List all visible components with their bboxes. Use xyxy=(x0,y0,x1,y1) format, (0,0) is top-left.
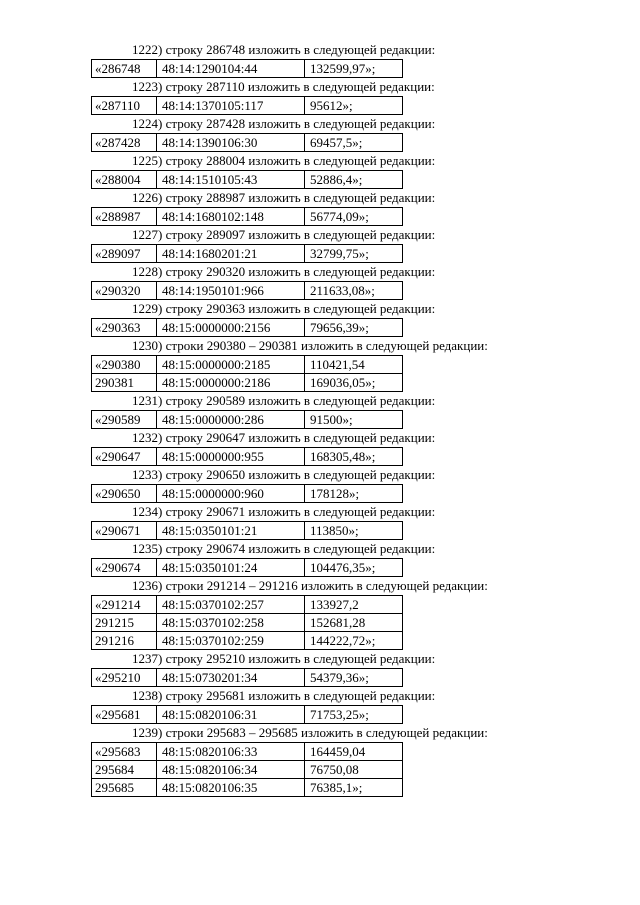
table-row xyxy=(92,596,403,614)
table-row xyxy=(92,559,403,577)
amendment-table xyxy=(91,244,403,263)
amendment-table xyxy=(91,207,403,226)
row-number-cell: «291214 xyxy=(92,596,157,614)
table-row xyxy=(92,761,403,779)
amendment-table xyxy=(91,96,403,115)
amendment-table xyxy=(91,410,403,429)
value-cell: 79656,39»; xyxy=(305,319,403,337)
cadastral-number-cell: 48:15:0000000:2185 xyxy=(157,356,305,374)
amendment-instruction: 1231) строку 290589 изложить в следующей редакции: xyxy=(132,393,436,408)
table-row xyxy=(92,614,403,632)
cadastral-number-cell: 48:15:0000000:955 xyxy=(157,448,305,466)
cadastral-number-cell: 48:14:1290104:44 xyxy=(157,60,305,78)
value-cell: 113850»; xyxy=(305,522,403,540)
value-cell: 152681,28 xyxy=(305,614,403,632)
value-cell: 144222,72»; xyxy=(305,632,403,650)
value-cell: 169036,05»; xyxy=(305,374,403,392)
cadastral-number-cell: 48:15:0730201:34 xyxy=(157,669,305,687)
value-cell: 76385,1»; xyxy=(305,779,403,797)
amendment-table xyxy=(91,318,403,337)
cadastral-number-cell: 48:15:0000000:2186 xyxy=(157,374,305,392)
cadastral-number-cell: 48:15:0370102:257 xyxy=(157,596,305,614)
amendment-instruction: 1232) строку 290647 изложить в следующей редакции: xyxy=(132,430,436,445)
amendment-instruction: 1226) строку 288987 изложить в следующей редакции: xyxy=(132,190,436,205)
amendment-table xyxy=(91,705,403,724)
amendment-instruction: 1222) строку 286748 изложить в следующей редакции: xyxy=(132,42,436,57)
amendment-instruction: 1229) строку 290363 изложить в следующей редакции: xyxy=(132,301,436,316)
amendment-instruction: 1228) строку 290320 изложить в следующей редакции: xyxy=(132,264,436,279)
table-row xyxy=(92,97,403,115)
amendments-list xyxy=(91,41,551,797)
row-number-cell: «295681 xyxy=(92,706,157,724)
amendment-table xyxy=(91,59,403,78)
cadastral-number-cell: 48:15:0820106:34 xyxy=(157,761,305,779)
table-row xyxy=(92,245,403,263)
row-number-cell: «290647 xyxy=(92,448,157,466)
amendment-instruction: 1233) строку 290650 изложить в следующей редакции: xyxy=(132,467,436,482)
row-number-cell: «289097 xyxy=(92,245,157,263)
cadastral-number-cell: 48:14:1370105:117 xyxy=(157,97,305,115)
row-number-cell: «290363 xyxy=(92,319,157,337)
value-cell: 91500»; xyxy=(305,411,403,429)
cadastral-number-cell: 48:15:0820106:35 xyxy=(157,779,305,797)
cadastral-number-cell: 48:15:0820106:33 xyxy=(157,743,305,761)
value-cell: 95612»; xyxy=(305,97,403,115)
table-row xyxy=(92,669,403,687)
cadastral-number-cell: 48:14:1390106:30 xyxy=(157,134,305,152)
amendment-instruction: 1225) строку 288004 изложить в следующей редакции: xyxy=(132,153,436,168)
table-row xyxy=(92,60,403,78)
amendment-table xyxy=(91,133,403,152)
table-row xyxy=(92,319,403,337)
table-row xyxy=(92,208,403,226)
value-cell: 178128»; xyxy=(305,485,403,503)
amendment-instruction: 1238) строку 295681 изложить в следующей редакции: xyxy=(132,688,436,703)
table-row xyxy=(92,743,403,761)
row-number-cell: 291216 xyxy=(92,632,157,650)
cadastral-number-cell: 48:15:0350101:24 xyxy=(157,559,305,577)
cadastral-number-cell: 48:14:1680102:148 xyxy=(157,208,305,226)
cadastral-number-cell: 48:15:0000000:960 xyxy=(157,485,305,503)
table-row xyxy=(92,522,403,540)
amendment-table xyxy=(91,355,403,392)
amendment-instruction: 1236) строки 291214 – 291216 изложить в следующей редакции: xyxy=(132,578,488,593)
value-cell: 71753,25»; xyxy=(305,706,403,724)
table-row xyxy=(92,356,403,374)
table-row xyxy=(92,374,403,392)
amendment-instruction: 1234) строку 290671 изложить в следующей редакции: xyxy=(132,504,436,519)
row-number-cell: «287110 xyxy=(92,97,157,115)
table-row xyxy=(92,632,403,650)
amendment-table xyxy=(91,170,403,189)
row-number-cell: «295683 xyxy=(92,743,157,761)
amendment-table xyxy=(91,595,403,650)
cadastral-number-cell: 48:15:0000000:286 xyxy=(157,411,305,429)
amendment-instruction: 1237) строку 295210 изложить в следующей редакции: xyxy=(132,651,436,666)
amendment-instruction: 1239) строки 295683 – 295685 изложить в следующей редакции: xyxy=(132,725,488,740)
amendment-table xyxy=(91,447,403,466)
row-number-cell: «286748 xyxy=(92,60,157,78)
value-cell: 56774,09»; xyxy=(305,208,403,226)
amendment-table xyxy=(91,558,403,577)
row-number-cell: «290589 xyxy=(92,411,157,429)
value-cell: 164459,04 xyxy=(305,743,403,761)
row-number-cell: 291215 xyxy=(92,614,157,632)
value-cell: 76750,08 xyxy=(305,761,403,779)
cadastral-number-cell: 48:15:0000000:2156 xyxy=(157,319,305,337)
row-number-cell: 295684 xyxy=(92,761,157,779)
row-number-cell: «290674 xyxy=(92,559,157,577)
cadastral-number-cell: 48:15:0350101:21 xyxy=(157,522,305,540)
row-number-cell: 295685 xyxy=(92,779,157,797)
row-number-cell: «290650 xyxy=(92,485,157,503)
row-number-cell: 290381 xyxy=(92,374,157,392)
cadastral-number-cell: 48:15:0820106:31 xyxy=(157,706,305,724)
amendment-instruction: 1223) строку 287110 изложить в следующей редакции: xyxy=(132,79,435,94)
cadastral-number-cell: 48:14:1680201:21 xyxy=(157,245,305,263)
table-row xyxy=(92,779,403,797)
value-cell: 69457,5»; xyxy=(305,134,403,152)
value-cell: 110421,54 xyxy=(305,356,403,374)
cadastral-number-cell: 48:14:1950101:966 xyxy=(157,282,305,300)
table-row xyxy=(92,485,403,503)
row-number-cell: «288004 xyxy=(92,171,157,189)
amendment-table xyxy=(91,521,403,540)
amendment-table xyxy=(91,668,403,687)
value-cell: 32799,75»; xyxy=(305,245,403,263)
cadastral-number-cell: 48:15:0370102:259 xyxy=(157,632,305,650)
table-row xyxy=(92,134,403,152)
amendment-table xyxy=(91,742,403,797)
cadastral-number-cell: 48:14:1510105:43 xyxy=(157,171,305,189)
value-cell: 168305,48»; xyxy=(305,448,403,466)
table-row xyxy=(92,448,403,466)
amendment-table xyxy=(91,281,403,300)
row-number-cell: «290380 xyxy=(92,356,157,374)
value-cell: 54379,36»; xyxy=(305,669,403,687)
row-number-cell: «287428 xyxy=(92,134,157,152)
row-number-cell: «295210 xyxy=(92,669,157,687)
value-cell: 104476,35»; xyxy=(305,559,403,577)
value-cell: 211633,08»; xyxy=(305,282,403,300)
table-row xyxy=(92,171,403,189)
amendment-instruction: 1235) строку 290674 изложить в следующей редакции: xyxy=(132,541,436,556)
value-cell: 132599,97»; xyxy=(305,60,403,78)
amendment-table xyxy=(91,484,403,503)
amendment-instruction: 1230) строки 290380 – 290381 изложить в следующей редакции: xyxy=(132,338,488,353)
table-row xyxy=(92,706,403,724)
row-number-cell: «290320 xyxy=(92,282,157,300)
value-cell: 133927,2 xyxy=(305,596,403,614)
amendment-instruction: 1227) строку 289097 изложить в следующей редакции: xyxy=(132,227,436,242)
value-cell: 52886,4»; xyxy=(305,171,403,189)
row-number-cell: «288987 xyxy=(92,208,157,226)
cadastral-number-cell: 48:15:0370102:258 xyxy=(157,614,305,632)
row-number-cell: «290671 xyxy=(92,522,157,540)
table-row xyxy=(92,282,403,300)
amendment-instruction: 1224) строку 287428 изложить в следующей редакции: xyxy=(132,116,436,131)
table-row xyxy=(92,411,403,429)
